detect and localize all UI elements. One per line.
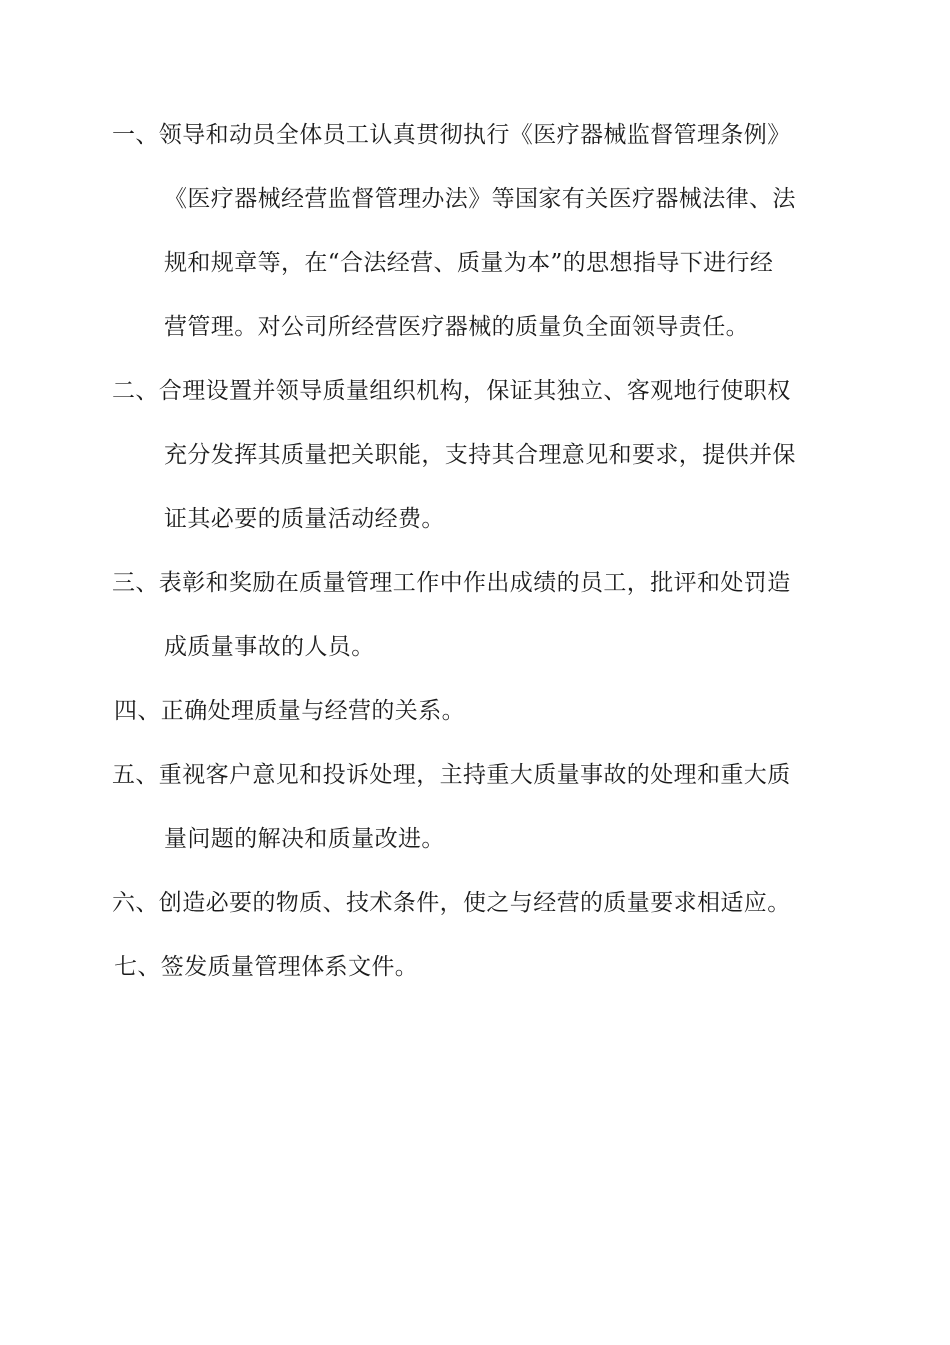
item-3-line-1: 三、表彰和奖励在质量管理工作中作出成绩的员工，批评和处罚造	[112, 570, 791, 596]
item-1-line-3: 规和规章等，在“合法经营、质量为本”的思想指导下进行经	[164, 250, 774, 276]
item-1-line-1: 一、领导和动员全体员工认真贯彻执行《医疗器械监督管理条例》	[112, 122, 791, 148]
item-3-line-2: 成质量事故的人员。	[164, 634, 375, 660]
item-5-line-2: 量问题的解决和质量改进。	[164, 826, 445, 852]
item-7-line-1: 七、签发质量管理体系文件。	[114, 954, 419, 980]
item-2-line-3: 证其必要的质量活动经费。	[164, 506, 445, 532]
item-1-line-4: 营管理。对公司所经营医疗器械的质量负全面领导责任。	[164, 314, 749, 340]
item-5-line-1: 五、重视客户意见和投诉处理，主持重大质量事故的处理和重大质	[112, 762, 791, 788]
item-2-line-2: 充分发挥其质量把关职能，支持其合理意见和要求，提供并保	[164, 442, 796, 468]
item-2-line-1: 二、合理设置并领导质量组织机构，保证其独立、客观地行使职权	[112, 378, 791, 404]
item-4-line-1: 四、正确处理质量与经营的关系。	[114, 698, 465, 724]
item-1-line-2: 《医疗器械经营监督管理办法》等国家有关医疗器械法律、法	[164, 186, 796, 212]
item-6-line-1: 六、创造必要的物质、技术条件，使之与经营的质量要求相适应。	[112, 890, 791, 916]
